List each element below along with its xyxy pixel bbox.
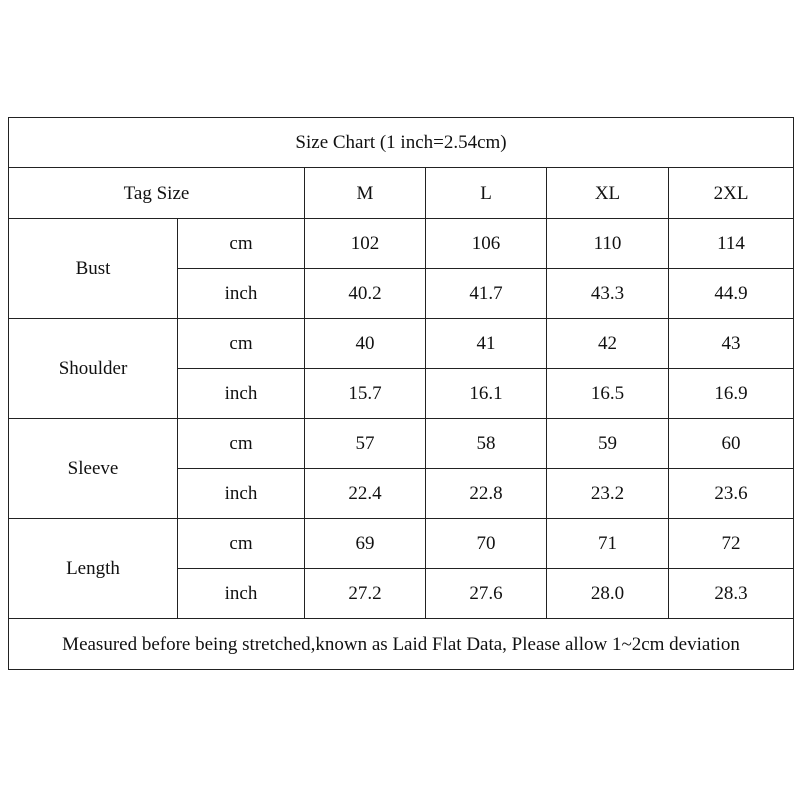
- measurement-name: Sleeve: [9, 419, 178, 519]
- chart-title: Size Chart (1 inch=2.54cm): [9, 118, 794, 168]
- table-row: [9, 219, 794, 269]
- table-row: [9, 519, 794, 569]
- unit-cell: inch: [178, 469, 305, 519]
- value-cell: 23.2: [547, 469, 669, 519]
- value-cell: 41: [426, 319, 547, 369]
- value-cell: 102: [305, 219, 426, 269]
- value-cell: 40: [305, 319, 426, 369]
- value-cell: 43.3: [547, 269, 669, 319]
- measurement-name: Bust: [9, 219, 178, 319]
- value-cell: 40.2: [305, 269, 426, 319]
- value-cell: 43: [669, 319, 794, 369]
- unit-cell: cm: [178, 519, 305, 569]
- value-cell: 44.9: [669, 269, 794, 319]
- size-header-m: M: [305, 168, 426, 219]
- size-header-2xl: 2XL: [669, 168, 794, 219]
- value-cell: 28.3: [669, 569, 794, 619]
- unit-cell: inch: [178, 569, 305, 619]
- value-cell: 16.5: [547, 369, 669, 419]
- value-cell: 72: [669, 519, 794, 569]
- value-cell: 27.2: [305, 569, 426, 619]
- size-header-l: L: [426, 168, 547, 219]
- table-row: [9, 319, 794, 369]
- measurement-name: Length: [9, 519, 178, 619]
- unit-cell: cm: [178, 319, 305, 369]
- unit-cell: cm: [178, 419, 305, 469]
- value-cell: 22.4: [305, 469, 426, 519]
- measurement-name: Shoulder: [9, 319, 178, 419]
- value-cell: 23.6: [669, 469, 794, 519]
- value-cell: 59: [547, 419, 669, 469]
- value-cell: 110: [547, 219, 669, 269]
- value-cell: 16.9: [669, 369, 794, 419]
- value-cell: 57: [305, 419, 426, 469]
- value-cell: 16.1: [426, 369, 547, 419]
- value-cell: 58: [426, 419, 547, 469]
- value-cell: 70: [426, 519, 547, 569]
- size-header-xl: XL: [547, 168, 669, 219]
- measurement-note: Measured before being stretched,known as Laid Flat Data, Please allow 1~2cm deviation: [9, 619, 794, 670]
- value-cell: 42: [547, 319, 669, 369]
- note-row: [9, 619, 794, 670]
- value-cell: 15.7: [305, 369, 426, 419]
- size-chart-body: [9, 118, 794, 670]
- value-cell: 27.6: [426, 569, 547, 619]
- unit-cell: inch: [178, 369, 305, 419]
- table-row: [9, 419, 794, 469]
- unit-cell: inch: [178, 269, 305, 319]
- value-cell: 69: [305, 519, 426, 569]
- size-chart-table: [8, 117, 794, 670]
- header-row: [9, 168, 794, 219]
- title-row: [9, 118, 794, 168]
- value-cell: 28.0: [547, 569, 669, 619]
- value-cell: 71: [547, 519, 669, 569]
- value-cell: 106: [426, 219, 547, 269]
- tag-size-label: Tag Size: [9, 168, 305, 219]
- unit-cell: cm: [178, 219, 305, 269]
- value-cell: 60: [669, 419, 794, 469]
- value-cell: 114: [669, 219, 794, 269]
- value-cell: 22.8: [426, 469, 547, 519]
- value-cell: 41.7: [426, 269, 547, 319]
